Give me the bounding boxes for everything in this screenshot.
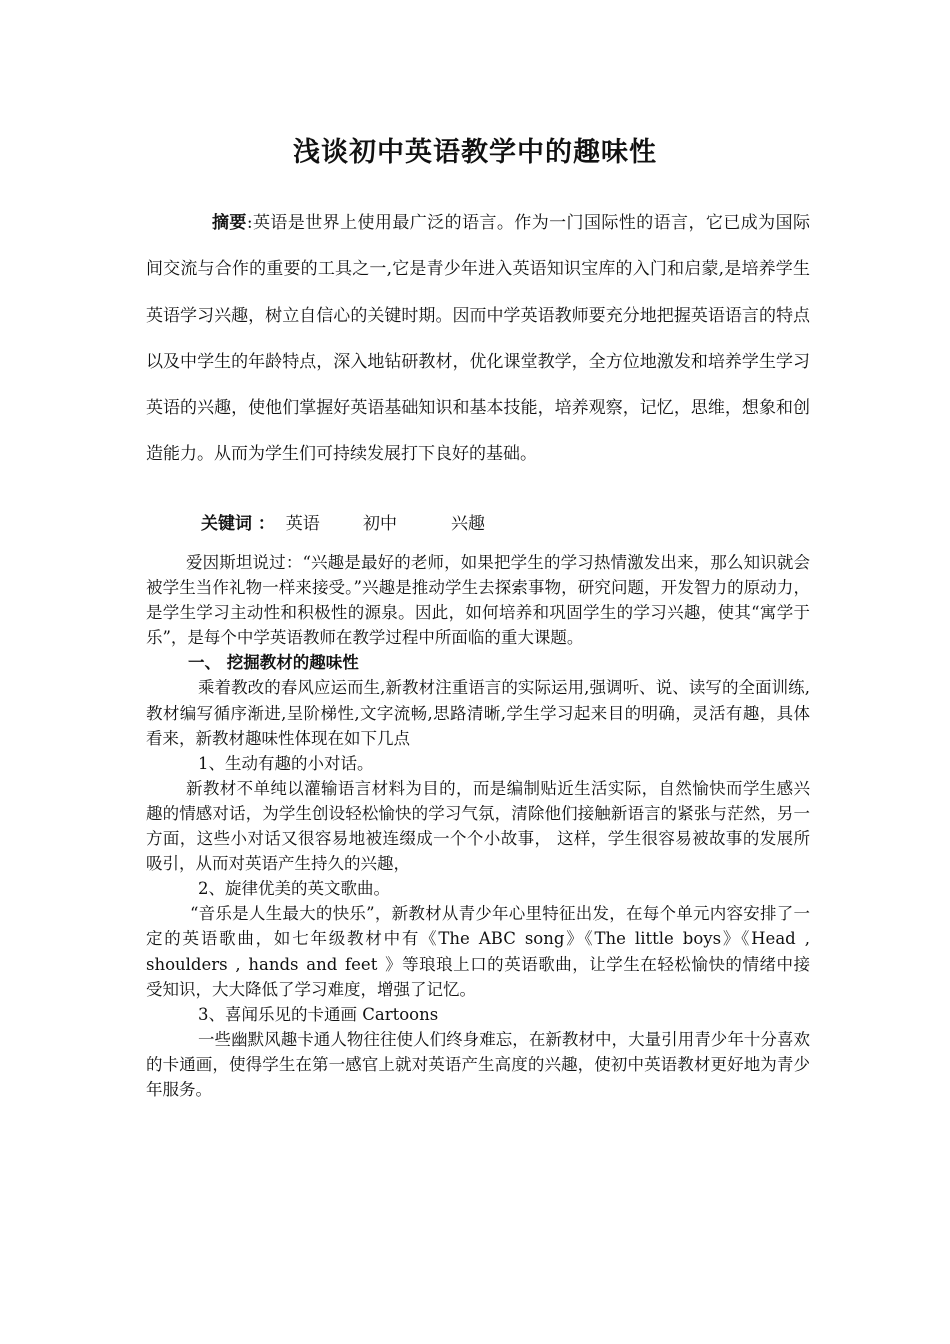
item-paragraph: 一些幽默风趣卡通人物往往使人们终身难忘，在新教材中，大量引用青少年十分喜欢的卡通画，使得学生在第一感官上就对英语产生高度的兴趣，使初中英语教材更好地为青少年服务。 xyxy=(146,1029,810,1099)
keywords-line xyxy=(201,510,485,538)
keyword: 初中 xyxy=(362,514,397,534)
item-heading: 1、生动有趣的小对话。 xyxy=(198,753,374,773)
item-paragraph: “音乐是人生最大的快乐”，新教材从青少年心里特征出发，在每个单元内容安排了一定的英语歌曲，如七年级教材中有《The ABC song》《The little boys》《Head , shoulders , hands and feet 》等琅琅上口的英语歌曲，让学生在轻松愉快的情绪中接受知识，大大降低了学习难度，增强了记忆。 xyxy=(146,904,810,999)
item-heading: 3、喜闻乐见的卡通画 Cartoons xyxy=(198,1004,439,1024)
keywords-label: 关键词 ： xyxy=(201,514,275,534)
section-heading: 一、 挖掘教材的趣味性 xyxy=(188,653,359,673)
item-paragraph: 新教材不单纯以灌输语言材料为目的，而是编制贴近生活实际，自然愉快而学生感兴趣的情感对话，为学生创设轻松愉快的学习气氛，清除他们接触新语言的紧张与茫然，另一方面，这些小对话又很容易地被连缀成一个个小故事， 这样，学生很容易被故事的发展所吸引，从而对英语产生持久的兴趣， xyxy=(146,778,810,874)
section-intro-paragraph: 乘着教改的春风应运而生,新教材注重语言的实际运用,强调听、说、读写的全面训练,教材编写循序渐进,呈阶梯性,文字流畅,思路清晰,学生学习起来目的明确，灵活有趣，具体看来，新教材趣味性体现在如下几点 xyxy=(146,678,810,748)
abstract-paragraph xyxy=(146,200,810,478)
keyword: 英语 xyxy=(285,514,320,534)
document-body xyxy=(146,550,810,1102)
abstract-text: :英语是世界上使用最广泛的语言。作为一门国际性的语言，它已成为国际间交流与合作的重要的工具之一,它是青少年进入英语知识宝库的入门和启蒙,是培养学生英语学习兴趣，树立自信心的关键时期。因而中学英语教师要充分地把握英语语言的特点以及中学生的年龄特点，深入地钻研教材，优化课堂教学，全方位地激发和培养学生学习英语的兴趣，使他们掌握好英语基础知识和基本技能，培养观察，记忆，思维，想象和创造能力。从而为学生们可持续发展打下良好的基础。 xyxy=(146,213,810,465)
abstract-label: 摘要 xyxy=(212,213,247,233)
document-title: 浅谈初中英语教学中的趣味性 xyxy=(293,137,657,168)
keyword: 兴趣 xyxy=(451,514,486,534)
item-heading: 2、旋律优美的英文歌曲。 xyxy=(198,879,390,899)
intro-paragraph: 爱因斯坦说过：“兴趣是最好的老师，如果把学生的学习热情激发出来，那么知识就会被学生当作礼物一样来接受。”兴趣是推动学生去探索事物，研究问题，开发智力的原动力，是学生学习主动性和积极性的源泉。因此，如何培养和巩固学生的学习兴趣，使其“寓学于乐”，是每个中学英语教师在教学过程中所面临的重大课题。 xyxy=(146,553,810,648)
